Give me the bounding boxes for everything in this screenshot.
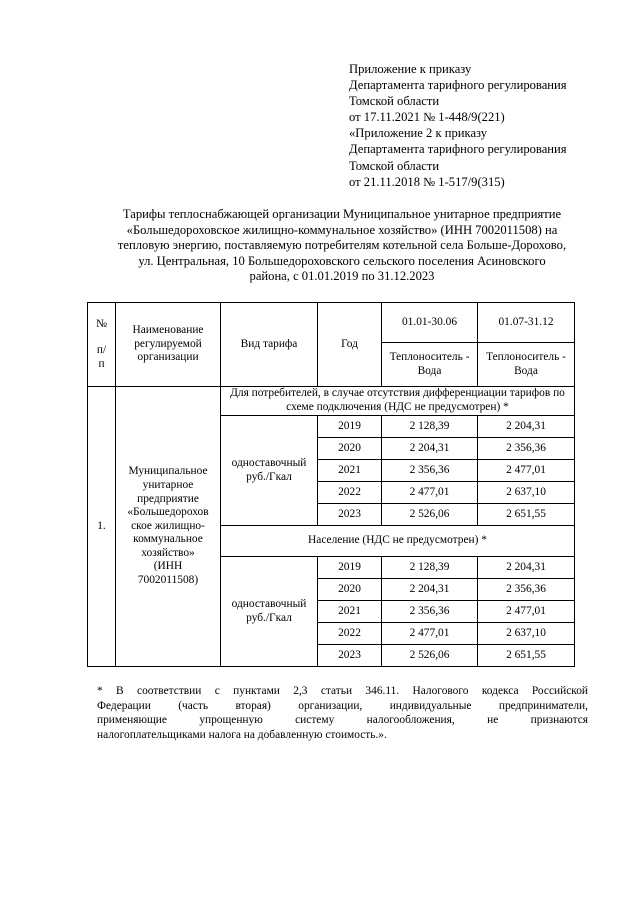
header-line: от 17.11.2021 № 1-448/9(221) bbox=[349, 110, 505, 125]
org-line: коммунальное bbox=[133, 533, 203, 546]
footnote-line: Федерации (часть вторая) организации, индивидуальные предприниматели, bbox=[97, 699, 588, 712]
org-line: «Большедорохов bbox=[127, 506, 209, 519]
header-line: Департамента тарифного регулирования bbox=[349, 78, 567, 93]
organization-name bbox=[116, 387, 221, 667]
value-cell: 2 526,06 bbox=[382, 645, 478, 667]
header-carrier-1: Теплоноситель - Вода bbox=[382, 343, 478, 387]
value-cell: 2 128,39 bbox=[382, 557, 478, 579]
org-line: ское жилищно- bbox=[131, 519, 205, 532]
value-cell: 2 204,31 bbox=[382, 438, 478, 460]
year-cell: 2022 bbox=[318, 623, 382, 645]
value-cell: 2 637,10 bbox=[478, 623, 575, 645]
header-line: от 21.11.2018 № 1-517/9(315) bbox=[349, 174, 505, 189]
header-line: Томской области bbox=[349, 158, 440, 173]
org-line: хозяйство» bbox=[141, 546, 195, 559]
org-line: 7002011508) bbox=[137, 574, 199, 587]
header-line: «Приложение 2 к приказу bbox=[349, 126, 488, 141]
org-line: Муниципальное bbox=[128, 465, 208, 478]
header-carrier-2: Теплоноситель - Вода bbox=[478, 343, 575, 387]
year-cell: 2020 bbox=[318, 579, 382, 601]
footnote-line: применяющие упрощенную систему налогообложения, не признаются bbox=[97, 714, 588, 727]
value-cell: 2 356,36 bbox=[382, 601, 478, 623]
value-cell: 2 651,55 bbox=[478, 645, 575, 667]
org-line: (ИНН bbox=[153, 560, 183, 573]
value-cell: 2 204,31 bbox=[478, 557, 575, 579]
header-number bbox=[88, 303, 116, 387]
value-cell: 2 128,39 bbox=[382, 416, 478, 438]
header-line: Департамента тарифного регулирования bbox=[349, 142, 567, 157]
header-number-top: № bbox=[96, 317, 107, 330]
header-year: Год bbox=[318, 303, 382, 387]
section-2-tariff-type: одноставочный руб./Гкал bbox=[221, 557, 318, 667]
footnote-line: налогоплательщиками налога на добавленную стоимость.». bbox=[97, 728, 387, 741]
header-period-1: 01.01-30.06 bbox=[382, 303, 478, 343]
year-cell: 2020 bbox=[318, 438, 382, 460]
header-organization: Наименование регулируемой организации bbox=[116, 303, 221, 387]
value-cell: 2 477,01 bbox=[382, 482, 478, 504]
header-tariff-type: Вид тарифа bbox=[221, 303, 318, 387]
title-line: тепловую энергию, поставляемую потребителям котельной села Больше-Дорохово, bbox=[117, 238, 567, 252]
year-cell: 2019 bbox=[318, 416, 382, 438]
section-caption-row bbox=[88, 387, 575, 416]
title-line: Тарифы теплоснабжающей организации Муниципальное унитарное предприятие bbox=[122, 207, 562, 221]
title-line: ул. Центральная, 10 Большедороховского сельского поселения Асиновского bbox=[138, 253, 546, 268]
year-cell: 2022 bbox=[318, 482, 382, 504]
org-line: унитарное bbox=[142, 478, 194, 491]
tariff-table bbox=[87, 302, 575, 667]
document-title bbox=[78, 207, 606, 285]
row-number: 1. bbox=[88, 387, 116, 667]
value-cell: 2 356,36 bbox=[478, 579, 575, 601]
header-line: Томской области bbox=[349, 94, 440, 109]
section-2-caption: Население (НДС не предусмотрен) * bbox=[221, 526, 575, 557]
year-cell: 2021 bbox=[318, 460, 382, 482]
value-cell: 2 477,01 bbox=[382, 623, 478, 645]
footnote-line: * В соответствии с пунктами 2,3 статьи 346.11. Налогового кодекса Российской bbox=[97, 685, 588, 697]
year-cell: 2023 bbox=[318, 504, 382, 526]
value-cell: 2 356,36 bbox=[382, 460, 478, 482]
order-appendix-header bbox=[349, 61, 619, 190]
value-cell: 2 651,55 bbox=[478, 504, 575, 526]
value-cell: 2 637,10 bbox=[478, 482, 575, 504]
value-cell: 2 204,31 bbox=[382, 579, 478, 601]
header-period-2: 01.07-31.12 bbox=[478, 303, 575, 343]
section-1-tariff-type: одноставочный руб./Гкал bbox=[221, 416, 318, 526]
section-1-caption: Для потребителей, в случае отсутствия дифференциации тарифов по схеме подключения (НДС не предусмотрен) * bbox=[221, 387, 575, 416]
value-cell: 2 356,36 bbox=[478, 438, 575, 460]
value-cell: 2 204,31 bbox=[478, 416, 575, 438]
value-cell: 2 477,01 bbox=[478, 601, 575, 623]
title-line: района, с 01.01.2019 по 31.12.2023 bbox=[249, 269, 435, 283]
header-line: Приложение к приказу bbox=[349, 62, 472, 76]
header-number-bottom: п/п bbox=[96, 344, 107, 370]
table-header-row bbox=[88, 303, 575, 343]
tax-footnote bbox=[97, 684, 588, 742]
title-line: «Большедороховское жилищно-коммунальное хозяйство» (ИНН 7002011508) на bbox=[126, 222, 558, 237]
value-cell: 2 477,01 bbox=[478, 460, 575, 482]
year-cell: 2021 bbox=[318, 601, 382, 623]
year-cell: 2023 bbox=[318, 645, 382, 667]
year-cell: 2019 bbox=[318, 557, 382, 579]
value-cell: 2 526,06 bbox=[382, 504, 478, 526]
org-line: предприятие bbox=[137, 492, 199, 505]
